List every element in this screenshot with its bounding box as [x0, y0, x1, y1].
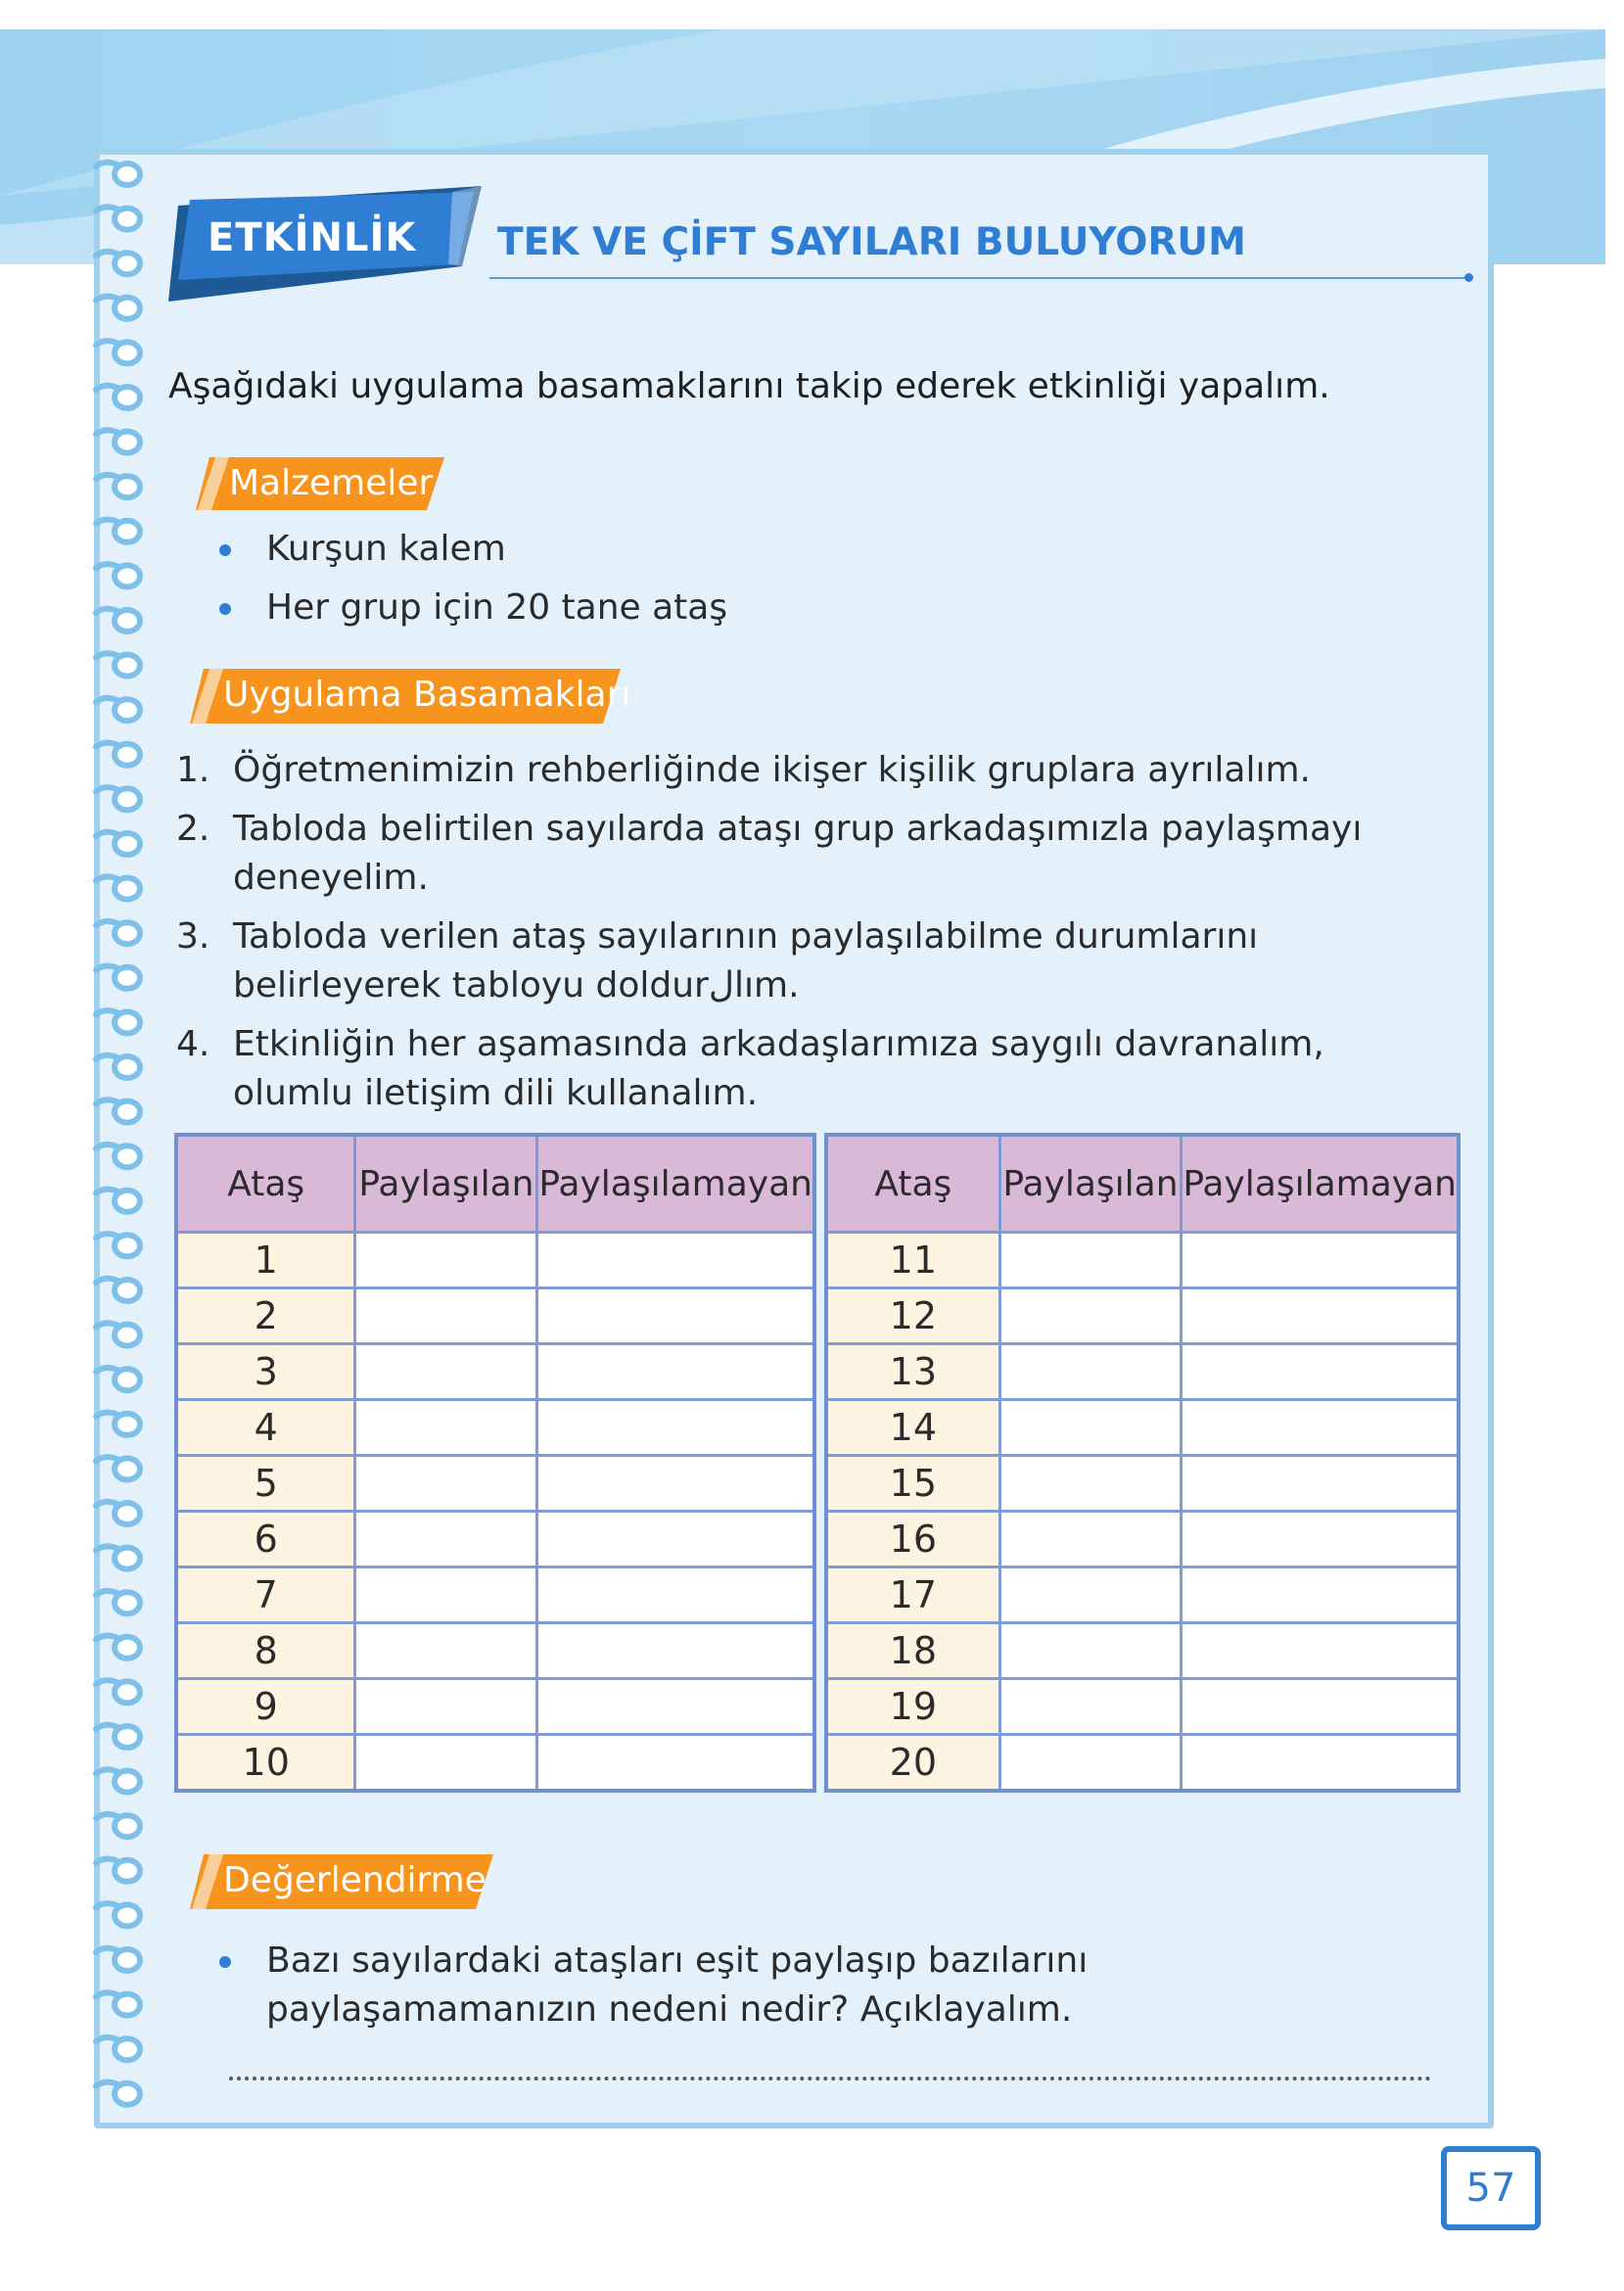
shared-cell[interactable]: [999, 1567, 1182, 1623]
table-row: [176, 1735, 814, 1792]
shared-cell[interactable]: [999, 1344, 1182, 1400]
shared-cell[interactable]: [355, 1567, 537, 1623]
clip-count-cell: 16: [826, 1512, 999, 1567]
shared-cell[interactable]: [999, 1400, 1182, 1456]
clip-count-cell: 7: [176, 1567, 355, 1623]
shared-cell[interactable]: [355, 1512, 537, 1567]
list-item: 4. Etkinliğin her aşamasında arkadaşlarımıza saygılı davranalım, olumlu iletişim dili kullanalım.: [176, 1024, 1324, 1113]
unshared-cell[interactable]: [1182, 1623, 1459, 1679]
unshared-cell[interactable]: [537, 1456, 814, 1512]
unshared-cell[interactable]: [1182, 1344, 1459, 1400]
clip-count-cell: 9: [176, 1679, 355, 1735]
steps-label: [190, 669, 631, 722]
table-row: [176, 1288, 814, 1344]
shared-cell[interactable]: [355, 1400, 537, 1456]
unshared-cell[interactable]: [537, 1623, 814, 1679]
clips-table-right: [824, 1133, 1461, 1793]
clip-count-cell: 14: [826, 1400, 999, 1456]
shared-cell[interactable]: [999, 1735, 1182, 1792]
clip-count-cell: 11: [826, 1233, 999, 1288]
table-row: [826, 1512, 1459, 1567]
shared-cell[interactable]: [999, 1456, 1182, 1512]
list-item: 2. Tabloda belirtilen sayılarda ataşı grup arkadaşımızla paylaşmayı deneyelim.: [176, 809, 1363, 898]
unshared-cell[interactable]: [537, 1679, 814, 1735]
clip-count-cell: 20: [826, 1735, 999, 1792]
table-row: [826, 1456, 1459, 1512]
shared-cell[interactable]: [999, 1512, 1182, 1567]
unshared-cell[interactable]: [1182, 1288, 1459, 1344]
unshared-cell[interactable]: [1182, 1400, 1459, 1456]
shared-cell[interactable]: [355, 1344, 537, 1400]
table-row: [176, 1400, 814, 1456]
table-row: [826, 1233, 1459, 1288]
table-row: [176, 1344, 814, 1400]
title-underline: [489, 277, 1472, 279]
column-header: Paylaşılan: [999, 1135, 1182, 1233]
list-item: Kurşun kalem: [215, 525, 727, 574]
clip-count-cell: 15: [826, 1456, 999, 1512]
unshared-cell[interactable]: [537, 1512, 814, 1567]
column-header: Paylaşılamayan: [1182, 1135, 1459, 1233]
unshared-cell[interactable]: [1182, 1233, 1459, 1288]
unshared-cell[interactable]: [1182, 1567, 1459, 1623]
unshared-cell[interactable]: [1182, 1735, 1459, 1792]
table-row: [176, 1623, 814, 1679]
table-row: [826, 1288, 1459, 1344]
clip-count-cell: 5: [176, 1456, 355, 1512]
title-underline-dot: [1464, 273, 1473, 282]
materials-label: [196, 457, 444, 510]
unshared-cell[interactable]: [537, 1233, 814, 1288]
shared-cell[interactable]: [355, 1679, 537, 1735]
page-number: 57: [1441, 2146, 1541, 2230]
bullet-icon: [219, 603, 231, 615]
list-item: Her grup için 20 tane ataş: [215, 584, 727, 632]
evaluation-list: [215, 1937, 1400, 2034]
clip-count-cell: 13: [826, 1344, 999, 1400]
shared-cell[interactable]: [999, 1623, 1182, 1679]
unshared-cell[interactable]: [537, 1735, 814, 1792]
list-item: [215, 1937, 1400, 2034]
shared-cell[interactable]: [355, 1623, 537, 1679]
column-header: Paylaşılan: [355, 1135, 537, 1233]
clip-count-cell: 6: [176, 1512, 355, 1567]
activity-title: TEK VE ÇİFT SAYILARI BULUYORUM: [497, 220, 1246, 264]
unshared-cell[interactable]: [537, 1288, 814, 1344]
clip-count-cell: 18: [826, 1623, 999, 1679]
spiral-binding-icon: [90, 157, 149, 2125]
table-row: [826, 1679, 1459, 1735]
shared-cell[interactable]: [999, 1679, 1182, 1735]
table-row: [176, 1456, 814, 1512]
clip-count-cell: 17: [826, 1567, 999, 1623]
materials-label-text: Malzemeler: [229, 463, 434, 503]
clip-count-cell: 3: [176, 1344, 355, 1400]
clip-count-cell: 4: [176, 1400, 355, 1456]
table-row: [176, 1567, 814, 1623]
table-row: [176, 1512, 814, 1567]
table-row: [826, 1567, 1459, 1623]
bullet-icon: [219, 1956, 231, 1968]
clip-count-cell: 1: [176, 1233, 355, 1288]
unshared-cell[interactable]: [1182, 1456, 1459, 1512]
table-row: [176, 1233, 814, 1288]
materials-list: [215, 525, 727, 632]
evaluation-label: [190, 1854, 493, 1907]
answer-line[interactable]: [229, 2077, 1431, 2081]
clip-count-cell: 19: [826, 1679, 999, 1735]
list-item: 3. Tabloda verilen ataş sayılarının paylaşılabilme durumlarını belirleyerek tabloyu doldurالım.: [176, 916, 1259, 1005]
unshared-cell[interactable]: [537, 1344, 814, 1400]
column-header: Ataş: [176, 1135, 355, 1233]
unshared-cell[interactable]: [1182, 1512, 1459, 1567]
steps-label-text: Uygulama Basamakları: [223, 675, 631, 715]
evaluation-question: Bazı sayılardaki ataşları eşit paylaşıp bazılarını paylaşamamanızın nedeni nedir? Açıklayalım.: [266, 1940, 1089, 2030]
shared-cell[interactable]: [355, 1288, 537, 1344]
clip-count-cell: 10: [176, 1735, 355, 1792]
bullet-icon: [219, 544, 231, 556]
clip-count-cell: 8: [176, 1623, 355, 1679]
clip-count-cell: 2: [176, 1288, 355, 1344]
table-row: [826, 1735, 1459, 1792]
activity-badge-label: ETKİNLİK: [208, 215, 417, 260]
evaluation-label-text: Değerlendirme: [223, 1860, 487, 1900]
shared-cell[interactable]: [999, 1233, 1182, 1288]
shared-cell[interactable]: [355, 1735, 537, 1792]
clips-table-left: [174, 1133, 816, 1793]
clip-count-cell: 12: [826, 1288, 999, 1344]
shared-cell[interactable]: [999, 1288, 1182, 1344]
unshared-cell[interactable]: [1182, 1679, 1459, 1735]
shared-cell[interactable]: [355, 1233, 537, 1288]
unshared-cell[interactable]: [537, 1567, 814, 1623]
shared-cell[interactable]: [355, 1456, 537, 1512]
column-header: Ataş: [826, 1135, 999, 1233]
steps-list: [168, 746, 1451, 1128]
unshared-cell[interactable]: [537, 1400, 814, 1456]
list-item: 1. Öğretmenimizin rehberliğinde ikişer kişilik gruplara ayrılalım.: [176, 750, 1311, 790]
table-row: [826, 1623, 1459, 1679]
table-row: [826, 1400, 1459, 1456]
column-header: Paylaşılamayan: [537, 1135, 814, 1233]
intro-text: Aşağıdaki uygulama basamaklarını takip ederek etkinliği yapalım.: [168, 366, 1330, 406]
table-row: [826, 1344, 1459, 1400]
table-row: [176, 1679, 814, 1735]
